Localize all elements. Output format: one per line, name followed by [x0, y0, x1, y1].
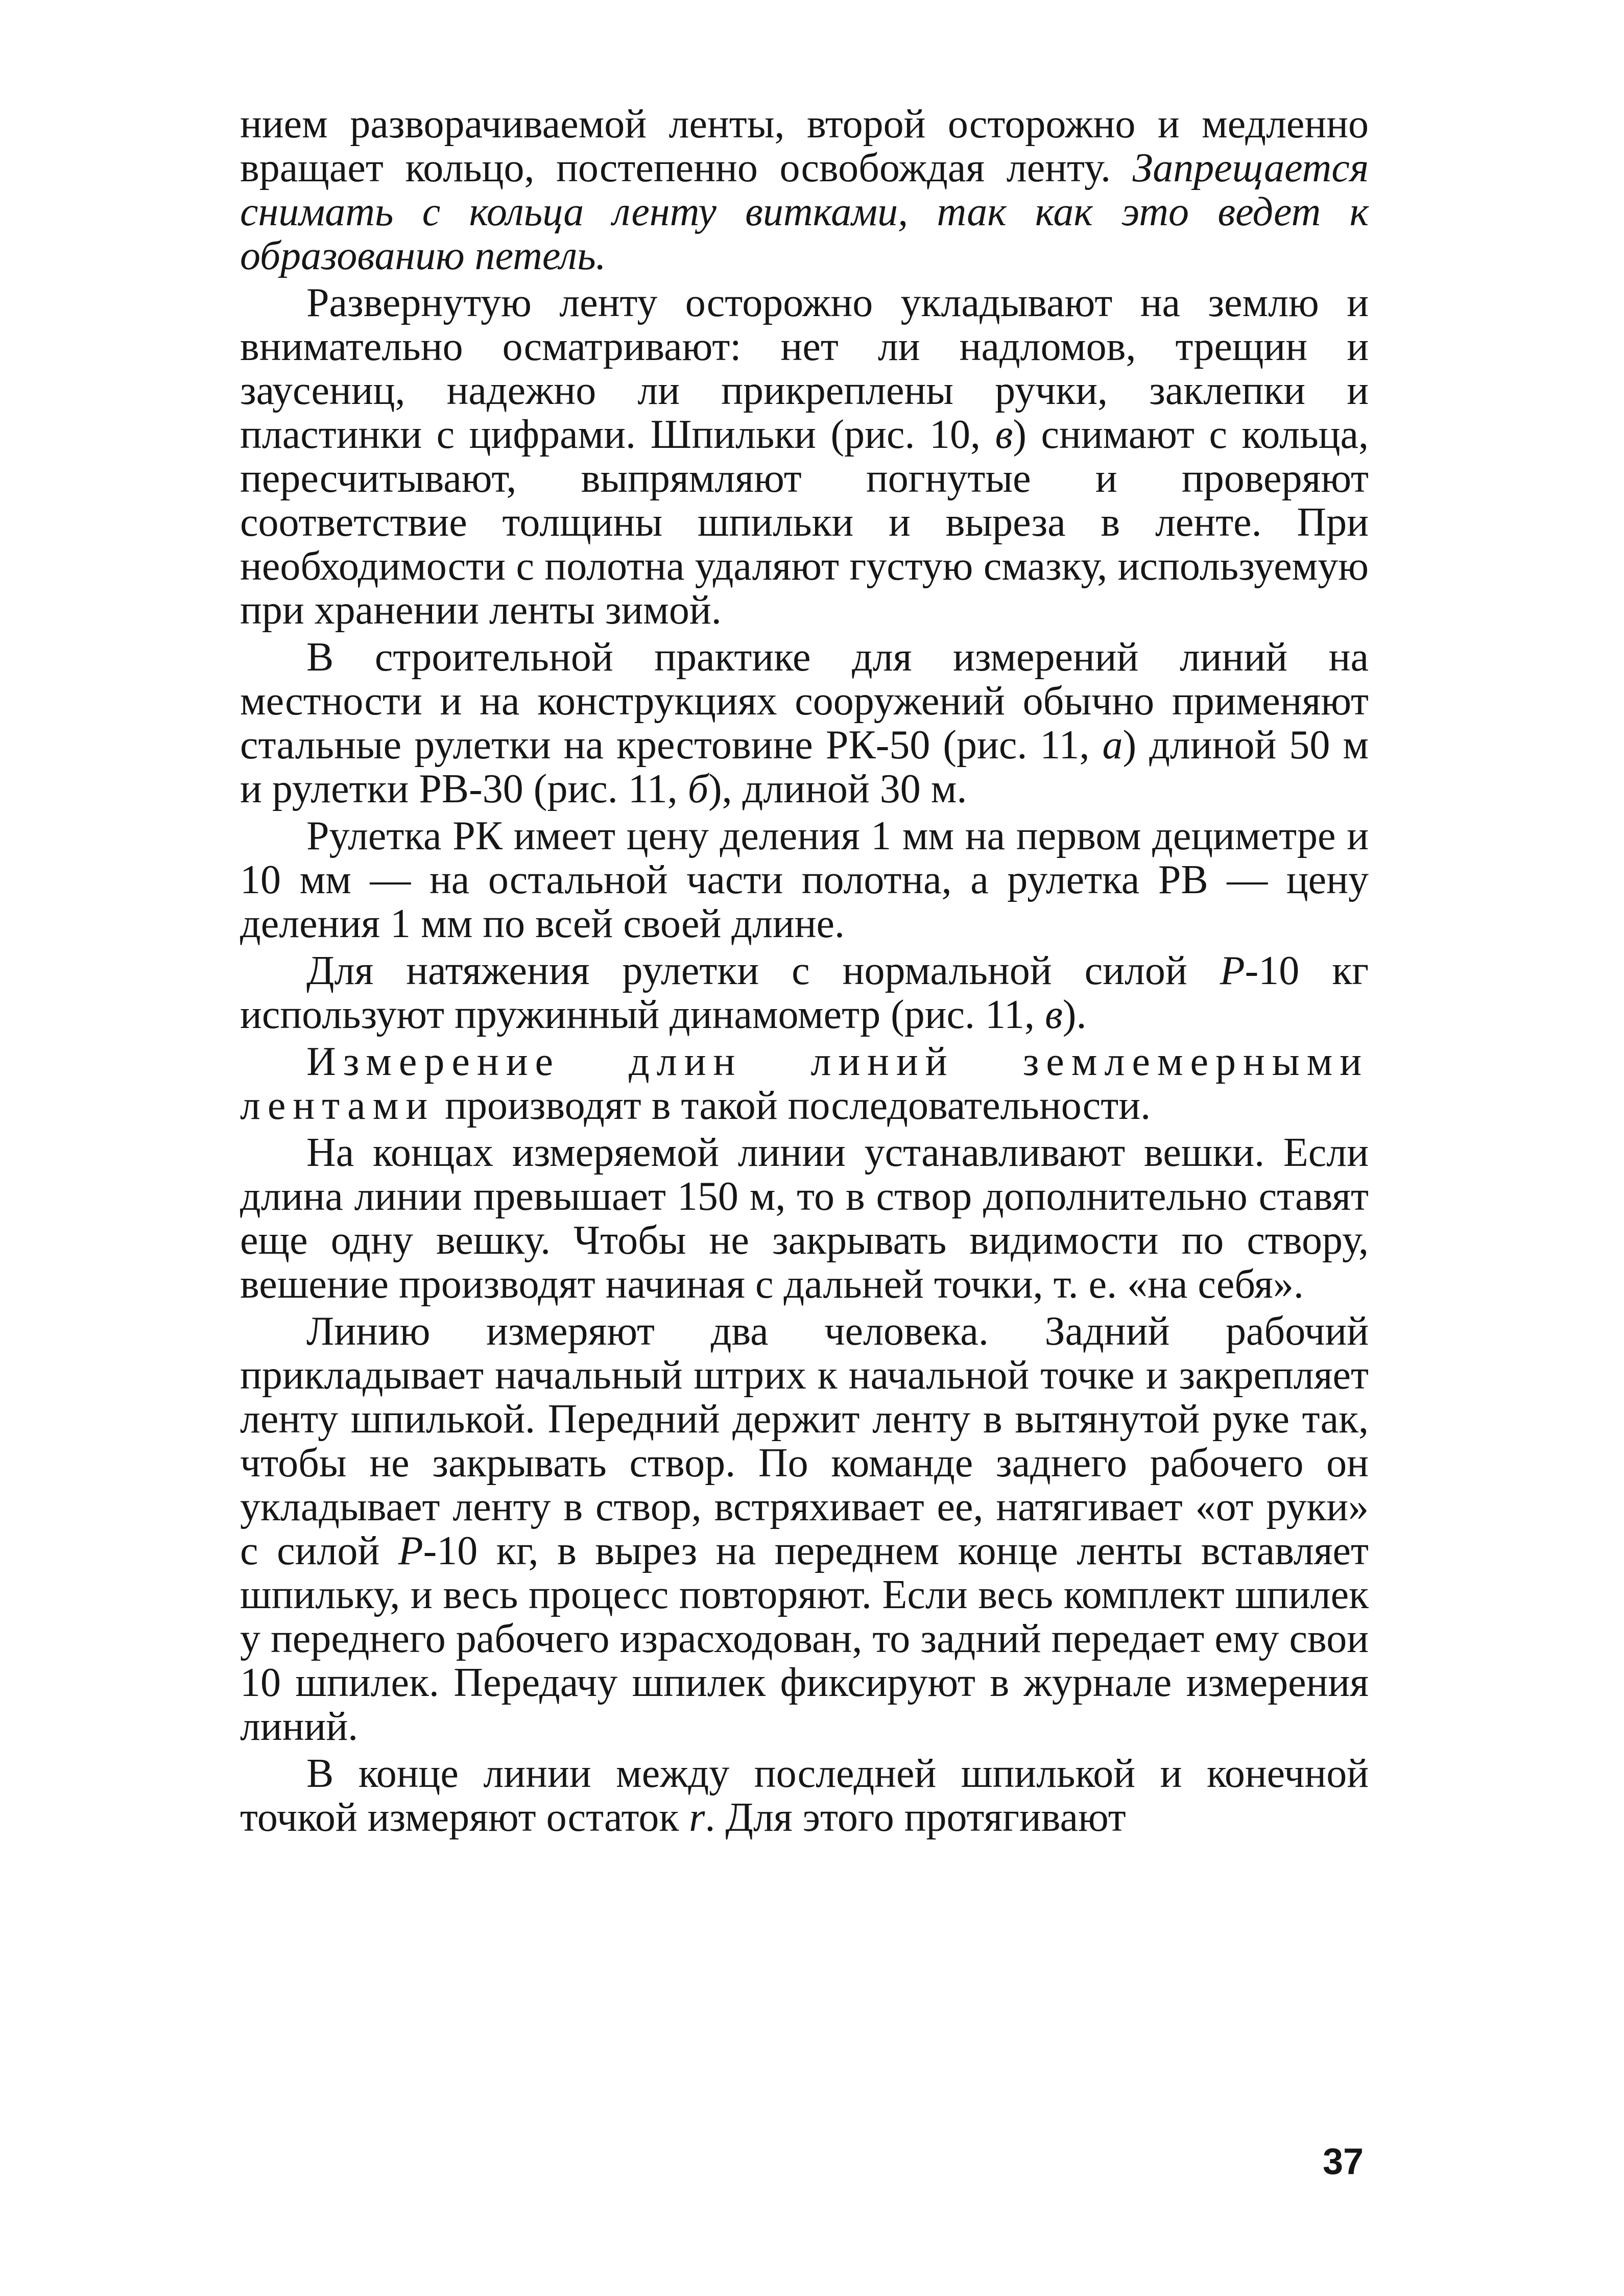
paragraph-6 — [240, 1040, 1369, 1128]
paragraph-8 — [240, 1309, 1369, 1749]
figure-letter: б — [687, 767, 709, 811]
paragraph-1 — [240, 102, 1369, 278]
force-symbol: Р — [1220, 948, 1245, 993]
paragraph-text: Для натяжения рулетки с нормальной силой — [306, 948, 1220, 993]
paragraph-9 — [240, 1752, 1369, 1839]
paragraph-text: ) снимают с кольца, пересчитывают, выпрямляют погнутые и проверяют соответствие толщины шпильки и выреза в ленте. При необходимости с полотна удаляют густую смазку, используемую при хранении ленты зимой. — [240, 412, 1369, 633]
spaced-heading-text: Измерение длин линий землемерными лентами — [240, 1039, 1369, 1128]
paragraph-text: В конце линии между последней шпилькой и конечной точкой измеряют остаток — [240, 1751, 1369, 1840]
paragraph-text: В строительной практике для измерений линий на местности и на конструкциях сооружений обычно применяют стальные рулетки на крестовине РК-50 (рис. 11, — [240, 635, 1369, 768]
paragraph-7 — [240, 1131, 1369, 1306]
figure-letter: а — [1102, 723, 1123, 768]
text-column — [240, 102, 1369, 1843]
paragraph-text: Развернутую ленту осторожно укладывают на землю и внимательно осматривают: нет ли надломов, трещин и заусениц, надежно ли прикреплены ручки, заклепки и пластинки с цифрами. Шпильки (рис. 10, — [240, 280, 1369, 457]
remainder-symbol: r — [689, 1795, 705, 1840]
italic-warning: Запрещается снимать с кольца ленту витками, так как это ведет к образованию петель. — [240, 146, 1369, 278]
paragraph-text: Линию измеряют два человека. Задний рабочий прикладывает начальный штрих к начальной точке и закрепляет ленту шпилькой. Передний держит ленту в вытянутой руке так, чтобы не закрывать створ. По команде заднего рабочего он укладывает ленту в створ, встряхивает ее, натягивает «от руки» с силой — [240, 1309, 1369, 1573]
paragraph-2 — [240, 281, 1369, 632]
paragraph-3 — [240, 635, 1369, 811]
paragraph-text: Рулетка РК имеет цену деления 1 мм на первом дециметре и 10 мм — на остальной части полотна, а рулетка РВ — цену деления 1 мм по всей своей длине. — [240, 814, 1369, 946]
figure-letter: в — [995, 412, 1013, 457]
paragraph-text: На концах измеряемой линии устанавливают вешки. Если длина линии превышает 150 м, то в створ дополнительно ставят еще одну вешку. Чтобы не закрывать видимости по створу, вешение производят начиная с дальней точки, т. е. «на себя». — [240, 1130, 1369, 1307]
paragraph-text: нием разворачиваемой ленты, второй осторожно и медленно вращает кольцо, постепенно освобождая ленту. — [240, 102, 1369, 190]
paragraph-5 — [240, 949, 1369, 1037]
paragraph-text: ). — [1062, 992, 1087, 1037]
paragraph-text: ) длиной 50 м и рулетки РВ-30 (рис. 11, — [240, 723, 1369, 811]
paragraph-4 — [240, 814, 1369, 946]
figure-letter: в — [1045, 992, 1063, 1037]
paragraph-text: ), длиной 30 м. — [708, 767, 967, 811]
paragraph-text: -10 кг используют пружинный динамометр (рис. 11, — [240, 948, 1369, 1037]
paragraph-text: производят в такой последовательности. — [435, 1083, 1151, 1128]
paragraph-text: -10 кг, в вырез на переднем конце ленты вставляет шпильку, и весь процесс повторяют. Если весь комплект шпилек у переднего рабочего израсходован, то задний передает ему свои 10 шпилек. Передачу шпилек фиксируют в журнале измерения линий. — [240, 1528, 1369, 1749]
page-number: 37 — [1323, 2141, 1364, 2182]
paragraph-text: . Для этого протягивают — [705, 1795, 1126, 1840]
force-symbol: Р — [398, 1528, 423, 1573]
